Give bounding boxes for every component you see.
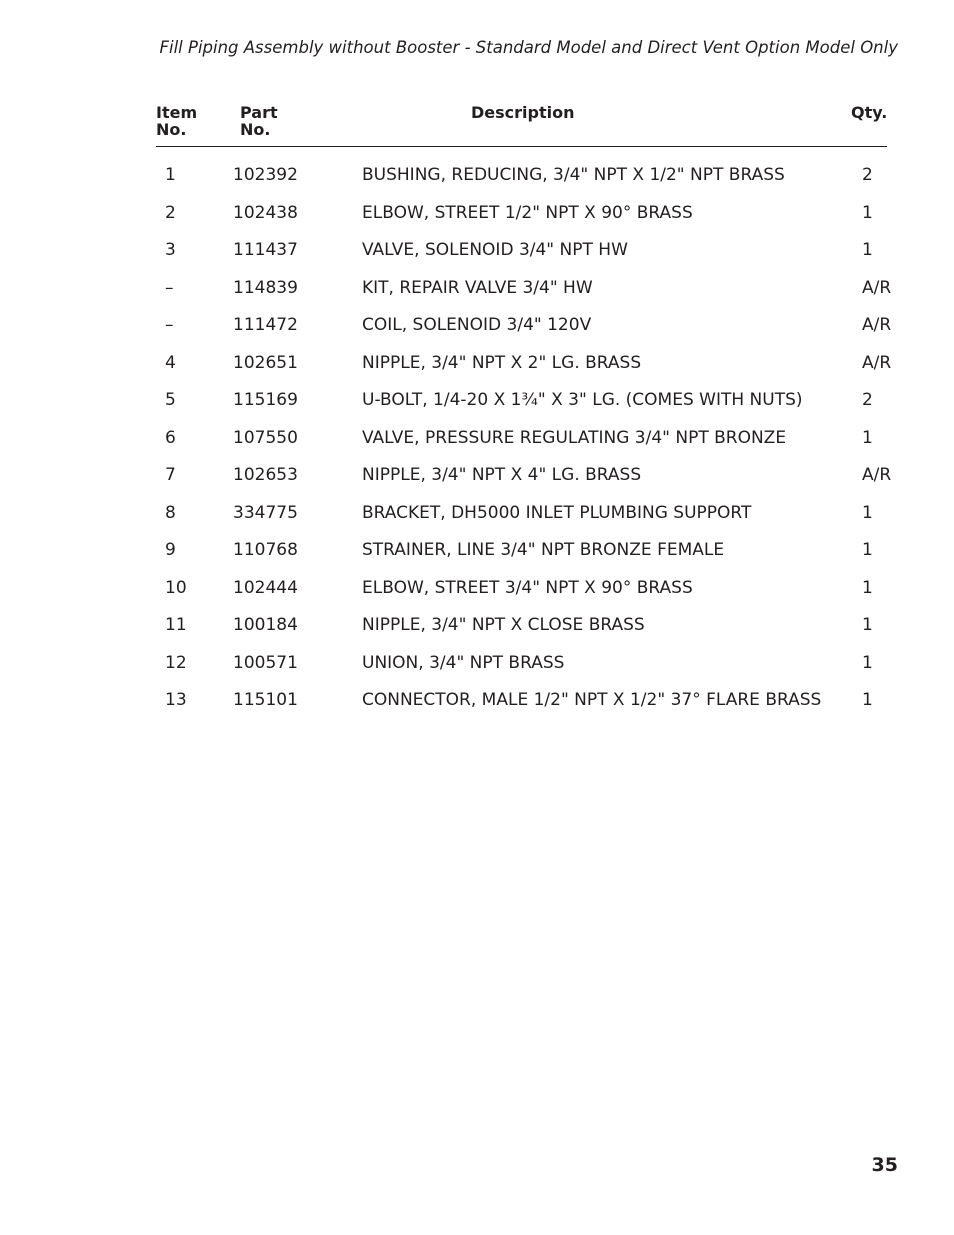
cell-part-no: 102653: [233, 465, 298, 485]
cell-item-no: 7: [165, 465, 176, 485]
cell-part-no: 111437: [233, 240, 298, 260]
cell-part-no: 110768: [233, 540, 298, 560]
column-header-part-no: Part No.: [240, 103, 278, 139]
cell-qty: A/R: [862, 277, 892, 298]
cell-qty: 1: [862, 502, 873, 523]
cell-item-no: 13: [165, 690, 187, 710]
page-header: Fill Piping Assembly without Booster - Standard Model and Direct Vent Option Model Only: [159, 38, 898, 57]
column-header-qty: Qty.: [851, 103, 888, 122]
cell-qty: A/R: [862, 352, 892, 373]
cell-description: VALVE, PRESSURE REGULATING 3/4" NPT BRONZE: [362, 427, 787, 448]
table-row: [0, 381, 954, 419]
cell-qty: A/R: [862, 315, 892, 335]
column-header-item-no: Item No.: [156, 103, 198, 139]
table-row: [0, 306, 954, 344]
cell-description: NIPPLE, 3/4" NPT X 2" LG. BRASS: [362, 352, 642, 373]
cell-description: NIPPLE, 3/4" NPT X CLOSE BRASS: [362, 615, 645, 635]
table-row: [0, 494, 954, 532]
table-row: [0, 456, 954, 494]
cell-qty: 1: [862, 202, 873, 223]
table-row: [0, 681, 954, 719]
cell-item-no: 2: [165, 202, 176, 223]
cell-description: BRACKET, DH5000 INLET PLUMBING SUPPORT: [362, 502, 752, 523]
cell-description: VALVE, SOLENOID 3/4" NPT HW: [362, 240, 628, 260]
cell-part-no: 114839: [233, 277, 298, 298]
cell-qty: 1: [862, 240, 873, 260]
cell-part-no: 334775: [233, 502, 298, 523]
cell-qty: 1: [862, 615, 873, 635]
cell-description: CONNECTOR, MALE 1/2" NPT X 1/2" 37° FLARE BRASS: [362, 690, 822, 710]
table-body: [0, 156, 954, 719]
cell-part-no: 115101: [233, 690, 298, 710]
table-row: [0, 231, 954, 269]
table-row: [0, 644, 954, 682]
cell-part-no: 107550: [233, 427, 298, 448]
cell-description: KIT, REPAIR VALVE 3/4" HW: [362, 277, 593, 298]
table-row: [0, 531, 954, 569]
page-number: 35: [871, 1154, 898, 1176]
table-row: [0, 156, 954, 194]
cell-item-no: 3: [165, 240, 176, 260]
cell-description: ELBOW, STREET 3/4" NPT X 90° BRASS: [362, 577, 693, 598]
cell-item-no: 12: [165, 652, 187, 673]
cell-description: UNION, 3/4" NPT BRASS: [362, 652, 565, 673]
cell-part-no: 115169: [233, 390, 298, 410]
cell-item-no: 1: [165, 165, 176, 185]
cell-qty: 2: [862, 390, 873, 410]
table-row: [0, 419, 954, 457]
cell-qty: 1: [862, 690, 873, 710]
table-row: [0, 194, 954, 232]
cell-description: BUSHING, REDUCING, 3/4" NPT X 1/2" NPT BRASS: [362, 165, 785, 185]
table-row: [0, 569, 954, 607]
cell-qty: 1: [862, 427, 873, 448]
cell-description: U-BOLT, 1/4-20 X 1¾" X 3" LG. (COMES WITH NUTS): [362, 390, 803, 410]
cell-qty: 1: [862, 577, 873, 598]
table-row: [0, 344, 954, 382]
cell-item-no: 9: [165, 540, 176, 560]
table-row: [0, 606, 954, 644]
cell-part-no: 111472: [233, 315, 298, 335]
cell-item-no: 4: [165, 352, 176, 373]
cell-qty: 1: [862, 652, 873, 673]
cell-item-no: –: [165, 277, 174, 298]
cell-description: ELBOW, STREET 1/2" NPT X 90° BRASS: [362, 202, 693, 223]
cell-part-no: 102444: [233, 577, 298, 598]
cell-part-no: 102392: [233, 165, 298, 185]
cell-item-no: 10: [165, 577, 187, 598]
cell-description: STRAINER, LINE 3/4" NPT BRONZE FEMALE: [362, 540, 725, 560]
cell-description: NIPPLE, 3/4" NPT X 4" LG. BRASS: [362, 465, 642, 485]
cell-item-no: 5: [165, 390, 176, 410]
cell-item-no: –: [165, 315, 174, 335]
header-divider: [156, 146, 887, 147]
cell-part-no: 100571: [233, 652, 298, 673]
cell-qty: 2: [862, 165, 873, 185]
cell-item-no: 11: [165, 615, 187, 635]
cell-qty: A/R: [862, 465, 892, 485]
cell-description: COIL, SOLENOID 3/4" 120V: [362, 315, 592, 335]
cell-part-no: 102651: [233, 352, 298, 373]
table-row: [0, 269, 954, 307]
cell-part-no: 102438: [233, 202, 298, 223]
cell-part-no: 100184: [233, 615, 298, 635]
column-header-description: Description: [471, 103, 575, 122]
cell-item-no: 8: [165, 502, 176, 523]
cell-item-no: 6: [165, 427, 176, 448]
cell-qty: 1: [862, 540, 873, 560]
